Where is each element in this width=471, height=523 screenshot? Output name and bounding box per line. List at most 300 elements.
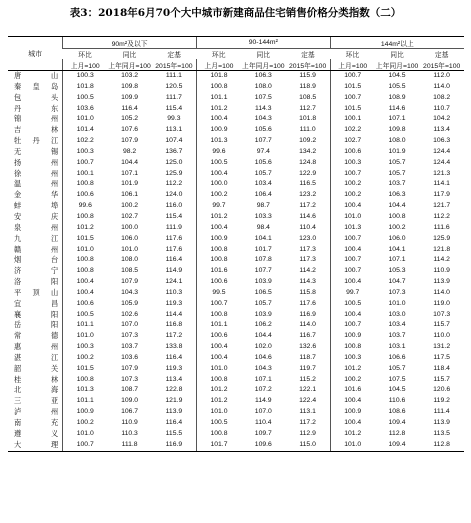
table-row <box>8 234 464 245</box>
medium-yoy-cell: 107.8 <box>254 256 272 264</box>
table-row <box>8 71 464 82</box>
medium-yoy-cell: 107.1 <box>254 375 272 383</box>
large-mom-cell: 101.3 <box>330 223 375 234</box>
large-mom-cell: 101.5 <box>330 82 375 93</box>
small-yoy-cell: 103.7 <box>121 343 139 351</box>
city-name-cell: 南 充 <box>14 418 59 427</box>
medium-fixed-cell: 114.3 <box>299 278 316 286</box>
city-name-cell: 无 锡 <box>14 146 59 156</box>
small-fixed-cell: 113.4 <box>165 375 183 383</box>
large-yoy-cell: 104.1 <box>388 245 406 253</box>
city-name-cell: 北 海 <box>14 385 59 395</box>
small-yoy-cell: 101.9 <box>121 180 139 188</box>
large-fixed-cell: 107.3 <box>433 310 451 318</box>
table-header <box>8 37 464 71</box>
small-fixed-cell: 119.3 <box>165 364 183 372</box>
large-mom-cell: 101.2 <box>330 429 375 440</box>
medium-fixed-cell: 124.8 <box>299 158 317 166</box>
small-yoy-cell: 109.0 <box>121 397 139 405</box>
large-yoy-cell: 100.8 <box>388 212 406 220</box>
small-fixed-cell: 116.4 <box>165 419 183 426</box>
table-row <box>8 440 464 451</box>
medium-mom-cell: 100.8 <box>196 429 241 440</box>
small-fixed-cell: 110.3 <box>165 288 183 296</box>
medium-fixed-cell: 117.6 <box>299 299 316 307</box>
medium-yoy-cell: 107.2 <box>254 386 272 394</box>
small-yoy-cell: 106.1 <box>121 191 139 199</box>
table-row <box>8 125 464 136</box>
large-mom-cell: 101.2 <box>330 364 375 375</box>
small-mom-cell: 100.9 <box>63 407 108 418</box>
table-row <box>8 255 464 266</box>
city-name-cell: 泉 州 <box>14 222 59 232</box>
large-yoy-cell: 108.6 <box>388 408 406 416</box>
medium-mom-cell: 100.8 <box>196 375 241 386</box>
table-row <box>8 288 464 299</box>
table-body <box>8 71 464 452</box>
small-mom-cell: 100.2 <box>63 418 108 429</box>
medium-fixed-cell: 115.9 <box>299 72 316 79</box>
medium-fixed-cell: 114.2 <box>299 267 316 275</box>
large-mom-cell: 100.7 <box>330 320 375 331</box>
medium-fixed-cell: 112.7 <box>299 104 316 112</box>
large-mom-cell: 100.4 <box>330 201 375 212</box>
city-name-cell: 平顶山 <box>14 287 59 297</box>
table-row <box>8 331 464 342</box>
small-fixed-cell: 113.9 <box>165 408 183 416</box>
medium-mom-cell: 101.8 <box>196 71 241 82</box>
large-mom-cell: 101.0 <box>330 440 375 451</box>
price-index-table <box>8 36 464 452</box>
small-mom-cell: 100.8 <box>63 255 108 266</box>
small-fixed-cell: 120.5 <box>165 82 183 90</box>
large-yoy-cell: 105.5 <box>388 82 406 90</box>
large-fixed-cell: 112.8 <box>419 440 464 451</box>
large-fixed-cell: 111.6 <box>433 223 450 231</box>
medium-mom-cell: 100.8 <box>196 82 241 93</box>
large-yoy-cell: 103.7 <box>388 180 406 188</box>
medium-yoy-cell: 108.0 <box>254 82 272 90</box>
table-row <box>8 299 464 310</box>
small-fixed-cell: 116.9 <box>152 440 197 451</box>
medium-fixed-cell: 116.9 <box>299 310 316 318</box>
small-fixed-cell: 111.7 <box>165 93 182 101</box>
table-row <box>8 320 464 331</box>
city-name-cell: 襄 阳 <box>14 309 59 319</box>
table-row <box>8 277 464 288</box>
large-fixed-cell: 121.8 <box>433 245 451 253</box>
large-yoy-cell: 109.8 <box>388 126 406 134</box>
small-fixed-cell: 124.1 <box>165 278 183 286</box>
small-yoy-cell: 102.6 <box>121 310 139 318</box>
base-label-fixed: 2015年=100 <box>286 59 331 71</box>
medium-mom-cell: 100.4 <box>196 169 241 180</box>
small-fixed-cell: 114.4 <box>165 310 183 318</box>
medium-mom-cell: 101.0 <box>196 364 241 375</box>
large-yoy-cell: 105.7 <box>388 169 406 177</box>
table-row <box>8 212 464 223</box>
small-mom-cell: 100.8 <box>63 212 108 223</box>
medium-yoy-cell: 102.0 <box>254 343 272 351</box>
small-fixed-cell: 115.5 <box>165 429 183 437</box>
city-name-cell: 吉 林 <box>14 125 59 135</box>
large-mom-cell: 100.6 <box>330 147 375 158</box>
small-yoy-cell: 107.9 <box>121 278 139 286</box>
table-row <box>8 418 464 429</box>
city-name-cell: 三 亚 <box>14 396 59 406</box>
city-name-cell: 温 州 <box>14 179 59 189</box>
medium-mom-cell: 100.6 <box>196 277 241 288</box>
large-fixed-cell: 124.4 <box>433 147 451 155</box>
table-row <box>8 179 464 190</box>
table-row <box>8 245 464 256</box>
city-name-cell: 常 德 <box>14 331 59 341</box>
small-mom-cell: 99.6 <box>63 201 108 212</box>
medium-fixed-cell: 114.0 <box>299 321 316 329</box>
small-yoy-cell: 104.4 <box>121 158 139 166</box>
medium-yoy-cell: 98.7 <box>256 202 270 210</box>
large-mom-cell: 100.7 <box>330 266 375 277</box>
large-mom-cell: 102.2 <box>330 125 375 136</box>
small-yoy-cell: 102.7 <box>121 212 139 220</box>
table-row <box>8 385 464 396</box>
small-mom-cell: 101.4 <box>63 125 108 136</box>
large-fixed-cell: 115.7 <box>433 321 450 329</box>
large-fixed-cell: 121.3 <box>433 169 451 177</box>
small-yoy-cell: 116.4 <box>121 104 138 112</box>
large-yoy-cell: 114.6 <box>388 104 406 112</box>
small-mom-cell: 100.1 <box>63 169 108 180</box>
table-row <box>8 396 464 407</box>
small-mom-cell: 100.5 <box>63 93 108 104</box>
city-name-cell: 锦 州 <box>14 114 59 124</box>
small-fixed-cell: 116.8 <box>165 321 183 329</box>
medium-fixed-cell: 117.2 <box>299 202 316 210</box>
medium-yoy-cell: 103.4 <box>254 180 272 188</box>
large-fixed-cell: 121.7 <box>433 202 451 210</box>
table-row <box>8 266 464 277</box>
large-fixed-cell: 118.4 <box>433 364 450 372</box>
medium-mom-cell: 100.6 <box>196 331 241 342</box>
medium-mom-cell: 101.2 <box>196 104 241 115</box>
large-yoy-cell: 106.6 <box>388 353 406 361</box>
medium-fixed-cell: 122.9 <box>299 169 317 177</box>
city-name-cell: 秦皇岛 <box>14 81 59 91</box>
medium-mom-cell: 100.9 <box>196 234 241 245</box>
medium-fixed-cell: 112.9 <box>299 429 316 437</box>
medium-mom-cell: 100.4 <box>196 342 241 353</box>
small-fixed-cell: 115.4 <box>165 212 183 220</box>
medium-yoy-cell: 114.9 <box>255 397 272 405</box>
small-mom-cell: 101.5 <box>63 234 108 245</box>
city-name-cell: 唐 山 <box>14 71 59 80</box>
small-yoy-cell: 107.1 <box>121 169 139 177</box>
base-label-yoy: 上年同月=100 <box>241 59 286 71</box>
large-fixed-cell: 114.1 <box>433 180 450 188</box>
large-mom-cell: 100.5 <box>330 299 375 310</box>
medium-mom-cell: 99.6 <box>196 147 241 158</box>
medium-yoy-cell: 105.6 <box>254 158 272 166</box>
large-mom-cell: 100.9 <box>330 331 375 342</box>
base-label-mom: 上月=100 <box>63 59 108 71</box>
medium-fixed-cell: 134.2 <box>299 147 317 155</box>
small-fixed-cell: 122.8 <box>165 386 183 394</box>
medium-mom-cell: 100.4 <box>196 114 241 125</box>
small-fixed-cell: 119.3 <box>165 299 183 307</box>
medium-fixed-cell: 132.6 <box>299 343 317 351</box>
medium-mom-cell: 100.8 <box>196 255 241 266</box>
small-yoy-cell: 111.8 <box>107 440 152 451</box>
medium-yoy-cell: 105.6 <box>254 126 272 134</box>
medium-fixed-cell: 123.0 <box>299 234 317 242</box>
medium-mom-cell: 100.7 <box>196 299 241 310</box>
small-mom-cell: 101.5 <box>63 364 108 375</box>
small-mom-cell: 100.7 <box>63 440 108 451</box>
small-mom-cell: 101.0 <box>63 245 108 256</box>
city-name-cell: 济 宁 <box>14 266 59 276</box>
small-fixed-cell: 111.9 <box>165 223 182 231</box>
large-mom-cell: 100.4 <box>330 310 375 321</box>
base-label-mom: 上月=100 <box>330 59 375 71</box>
small-mom-cell: 101.8 <box>63 82 108 93</box>
large-fixed-cell: 117.5 <box>433 353 450 361</box>
large-yoy-cell: 105.7 <box>388 158 406 166</box>
small-mom-cell: 100.8 <box>63 179 108 190</box>
medium-yoy-cell: 103.9 <box>254 278 272 286</box>
large-mom-cell: 100.9 <box>330 407 375 418</box>
medium-yoy-cell: 103.3 <box>254 212 272 220</box>
table-row <box>8 353 464 364</box>
small-fixed-cell: 116.0 <box>165 202 183 210</box>
large-yoy-cell: 103.1 <box>388 343 406 351</box>
large-fixed-cell: 104.2 <box>433 115 451 123</box>
medium-yoy-cell: 105.7 <box>254 169 272 177</box>
large-yoy-cell: 104.7 <box>388 278 406 286</box>
medium-yoy-cell: 106.5 <box>254 288 272 296</box>
small-yoy-cell: 105.9 <box>121 299 139 307</box>
small-yoy-cell: 108.0 <box>121 256 139 264</box>
small-mom-cell: 100.8 <box>63 266 108 277</box>
small-fixed-cell: 113.1 <box>165 126 183 134</box>
large-fixed-cell: 113.9 <box>433 278 450 286</box>
city-column-header: 城市 <box>8 37 63 71</box>
small-yoy-cell: 106.0 <box>121 234 139 242</box>
small-fixed-cell: 116.4 <box>165 256 183 264</box>
small-yoy-cell: 104.3 <box>121 288 139 296</box>
subheader-fixed-base: 定基 <box>434 52 449 59</box>
medium-mom-cell: 101.3 <box>196 136 241 147</box>
city-name-cell: 九 江 <box>14 233 59 243</box>
city-name-cell: 牡丹江 <box>14 136 59 146</box>
medium-yoy-cell: 106.3 <box>254 72 272 79</box>
large-fixed-cell: 106.3 <box>433 137 451 145</box>
large-yoy-cell: 104.5 <box>388 72 406 79</box>
table-row <box>8 93 464 104</box>
small-yoy-cell: 108.7 <box>121 386 139 394</box>
city-name-cell: 徐 州 <box>14 168 59 178</box>
city-name-cell: 洛 阳 <box>14 277 59 287</box>
medium-yoy-cell: 104.1 <box>254 234 272 242</box>
large-yoy-cell: 106.3 <box>388 191 406 199</box>
medium-yoy-cell: 105.7 <box>254 299 272 307</box>
medium-mom-cell: 100.5 <box>196 418 241 429</box>
large-fixed-cell: 115.7 <box>433 375 450 383</box>
medium-yoy-cell: 106.4 <box>254 191 272 199</box>
large-mom-cell: 101.0 <box>330 212 375 223</box>
city-name-cell: 蚌 埠 <box>14 201 59 211</box>
small-mom-cell: 100.3 <box>63 147 108 158</box>
small-yoy-cell: 109.8 <box>121 82 139 90</box>
city-name-cell: 烟 台 <box>14 255 59 265</box>
medium-fixed-cell: 118.9 <box>299 82 316 90</box>
large-yoy-cell: 101.0 <box>388 299 406 307</box>
medium-yoy-cell: 109.7 <box>254 429 272 437</box>
small-yoy-cell: 107.0 <box>121 321 139 329</box>
large-fixed-cell: 113.9 <box>433 419 450 426</box>
large-mom-cell: 100.4 <box>330 396 375 407</box>
small-yoy-cell: 100.0 <box>121 223 139 231</box>
large-fixed-cell: 110.7 <box>433 104 450 112</box>
medium-yoy-cell: 97.4 <box>256 147 270 155</box>
small-fixed-cell: 114.9 <box>165 267 183 275</box>
large-yoy-cell: 104.4 <box>388 202 406 210</box>
medium-fixed-cell: 123.2 <box>299 191 317 199</box>
medium-fixed-cell: 116.5 <box>299 180 316 188</box>
small-yoy-cell: 103.6 <box>121 353 139 361</box>
medium-yoy-cell: 104.3 <box>254 364 272 372</box>
large-fixed-cell: 110.0 <box>433 332 450 340</box>
base-label-mom: 上月=100 <box>196 59 241 71</box>
table-row <box>8 169 464 180</box>
small-fixed-cell: 107.4 <box>165 137 183 145</box>
medium-yoy-cell: 107.0 <box>254 408 272 416</box>
large-mom-cell: 100.7 <box>330 93 375 104</box>
medium-mom-cell: 100.4 <box>196 223 241 234</box>
large-yoy-cell: 107.1 <box>388 115 406 123</box>
table-title: 表3：2018年6月70个大中城市新建商品住宅销售价格分类指数（二） <box>69 7 402 19</box>
small-mom-cell: 100.5 <box>63 310 108 321</box>
header-base-row <box>8 59 464 71</box>
medium-yoy-cell: 104.3 <box>254 115 272 123</box>
small-mom-cell: 101.0 <box>63 429 108 440</box>
small-yoy-cell: 107.3 <box>121 375 139 383</box>
medium-yoy-cell: 98.4 <box>256 223 270 231</box>
small-fixed-cell: 136.7 <box>165 147 183 155</box>
city-name-cell: 桂 林 <box>14 374 59 384</box>
large-mom-cell: 100.2 <box>330 179 375 190</box>
small-yoy-cell: 107.9 <box>121 137 139 145</box>
medium-yoy-cell: 101.7 <box>254 245 272 253</box>
subheader-fixed-base: 定基 <box>167 52 181 59</box>
small-yoy-cell: 101.0 <box>121 245 139 253</box>
medium-yoy-cell: 114.3 <box>255 104 272 112</box>
large-yoy-cell: 100.2 <box>388 223 406 231</box>
medium-mom-cell: 100.8 <box>196 245 241 256</box>
city-name-cell: 惠 州 <box>14 342 59 352</box>
medium-fixed-cell: 108.5 <box>299 93 317 101</box>
medium-fixed-cell: 101.8 <box>299 115 317 123</box>
large-fixed-cell: 124.4 <box>433 158 451 166</box>
large-yoy-cell: 103.4 <box>388 321 406 329</box>
medium-fixed-cell: 122.1 <box>299 386 317 394</box>
city-name-cell: 宜 昌 <box>14 298 59 308</box>
small-mom-cell: 101.0 <box>63 114 108 125</box>
table-row <box>8 223 464 234</box>
small-mom-cell: 100.2 <box>63 353 108 364</box>
large-mom-cell: 100.4 <box>330 277 375 288</box>
medium-yoy-cell: 104.4 <box>254 332 272 340</box>
medium-yoy-cell: 109.6 <box>241 440 286 451</box>
large-fixed-cell: 120.6 <box>433 386 451 394</box>
table-row <box>8 136 464 147</box>
small-yoy-cell: 108.5 <box>121 267 139 275</box>
city-name-cell: 遵 义 <box>14 428 59 438</box>
large-yoy-cell: 109.4 <box>388 419 406 426</box>
table-row <box>8 310 464 321</box>
table-row <box>8 407 464 418</box>
small-yoy-cell: 105.2 <box>121 115 139 123</box>
medium-mom-cell: 100.2 <box>196 190 241 201</box>
large-fixed-cell: 111.4 <box>433 408 450 416</box>
medium-yoy-cell: 107.7 <box>254 267 272 275</box>
table-row <box>8 104 464 115</box>
table-row <box>8 201 464 212</box>
small-fixed-cell: 124.0 <box>165 191 183 199</box>
subheader-mom: 环比 <box>345 52 360 59</box>
city-name-cell: 泸 州 <box>14 407 59 417</box>
large-yoy-cell: 105.3 <box>388 267 406 275</box>
medium-fixed-cell: 115.2 <box>299 375 316 383</box>
small-fixed-cell: 112.2 <box>165 180 183 188</box>
large-fixed-cell: 108.2 <box>433 93 451 101</box>
medium-yoy-cell: 103.9 <box>254 310 272 318</box>
small-mom-cell: 100.7 <box>63 158 108 169</box>
small-yoy-cell: 107.3 <box>121 332 139 340</box>
medium-mom-cell: 101.0 <box>196 407 241 418</box>
large-mom-cell: 100.7 <box>330 234 375 245</box>
large-yoy-cell: 101.9 <box>388 147 406 155</box>
large-yoy-cell: 108.0 <box>388 137 406 145</box>
city-name-cell: 丹 东 <box>14 103 59 113</box>
small-fixed-cell: 111.1 <box>165 72 182 79</box>
group-header-small: 90m²及以下 <box>63 37 197 49</box>
base-label-yoy: 上年同月=100 <box>375 59 420 71</box>
large-fixed-cell: 114.0 <box>433 82 450 90</box>
small-yoy-cell: 110.9 <box>121 419 138 426</box>
city-name-cell: 大 理 <box>8 440 63 451</box>
large-yoy-cell: 103.0 <box>388 310 406 318</box>
city-name-cell: 安 庆 <box>14 211 59 221</box>
city-name-cell: 赣 州 <box>14 244 59 254</box>
large-yoy-cell: 107.1 <box>388 256 406 264</box>
medium-mom-cell: 99.7 <box>196 201 241 212</box>
large-mom-cell: 102.7 <box>330 136 375 147</box>
medium-fixed-cell: 119.7 <box>299 364 316 372</box>
large-mom-cell: 100.8 <box>330 342 375 353</box>
medium-fixed-cell: 110.4 <box>299 223 316 231</box>
medium-mom-cell: 100.8 <box>196 310 241 321</box>
small-mom-cell: 101.2 <box>63 223 108 234</box>
small-yoy-cell: 103.2 <box>121 72 139 79</box>
small-mom-cell: 100.3 <box>63 342 108 353</box>
medium-mom-cell: 101.2 <box>196 385 241 396</box>
large-fixed-cell: 112.0 <box>433 72 450 79</box>
large-mom-cell: 100.2 <box>330 190 375 201</box>
medium-fixed-cell: 118.7 <box>299 353 316 361</box>
large-fixed-cell: 113.5 <box>433 429 450 437</box>
small-mom-cell: 100.6 <box>63 190 108 201</box>
large-mom-cell: 100.7 <box>330 71 375 82</box>
